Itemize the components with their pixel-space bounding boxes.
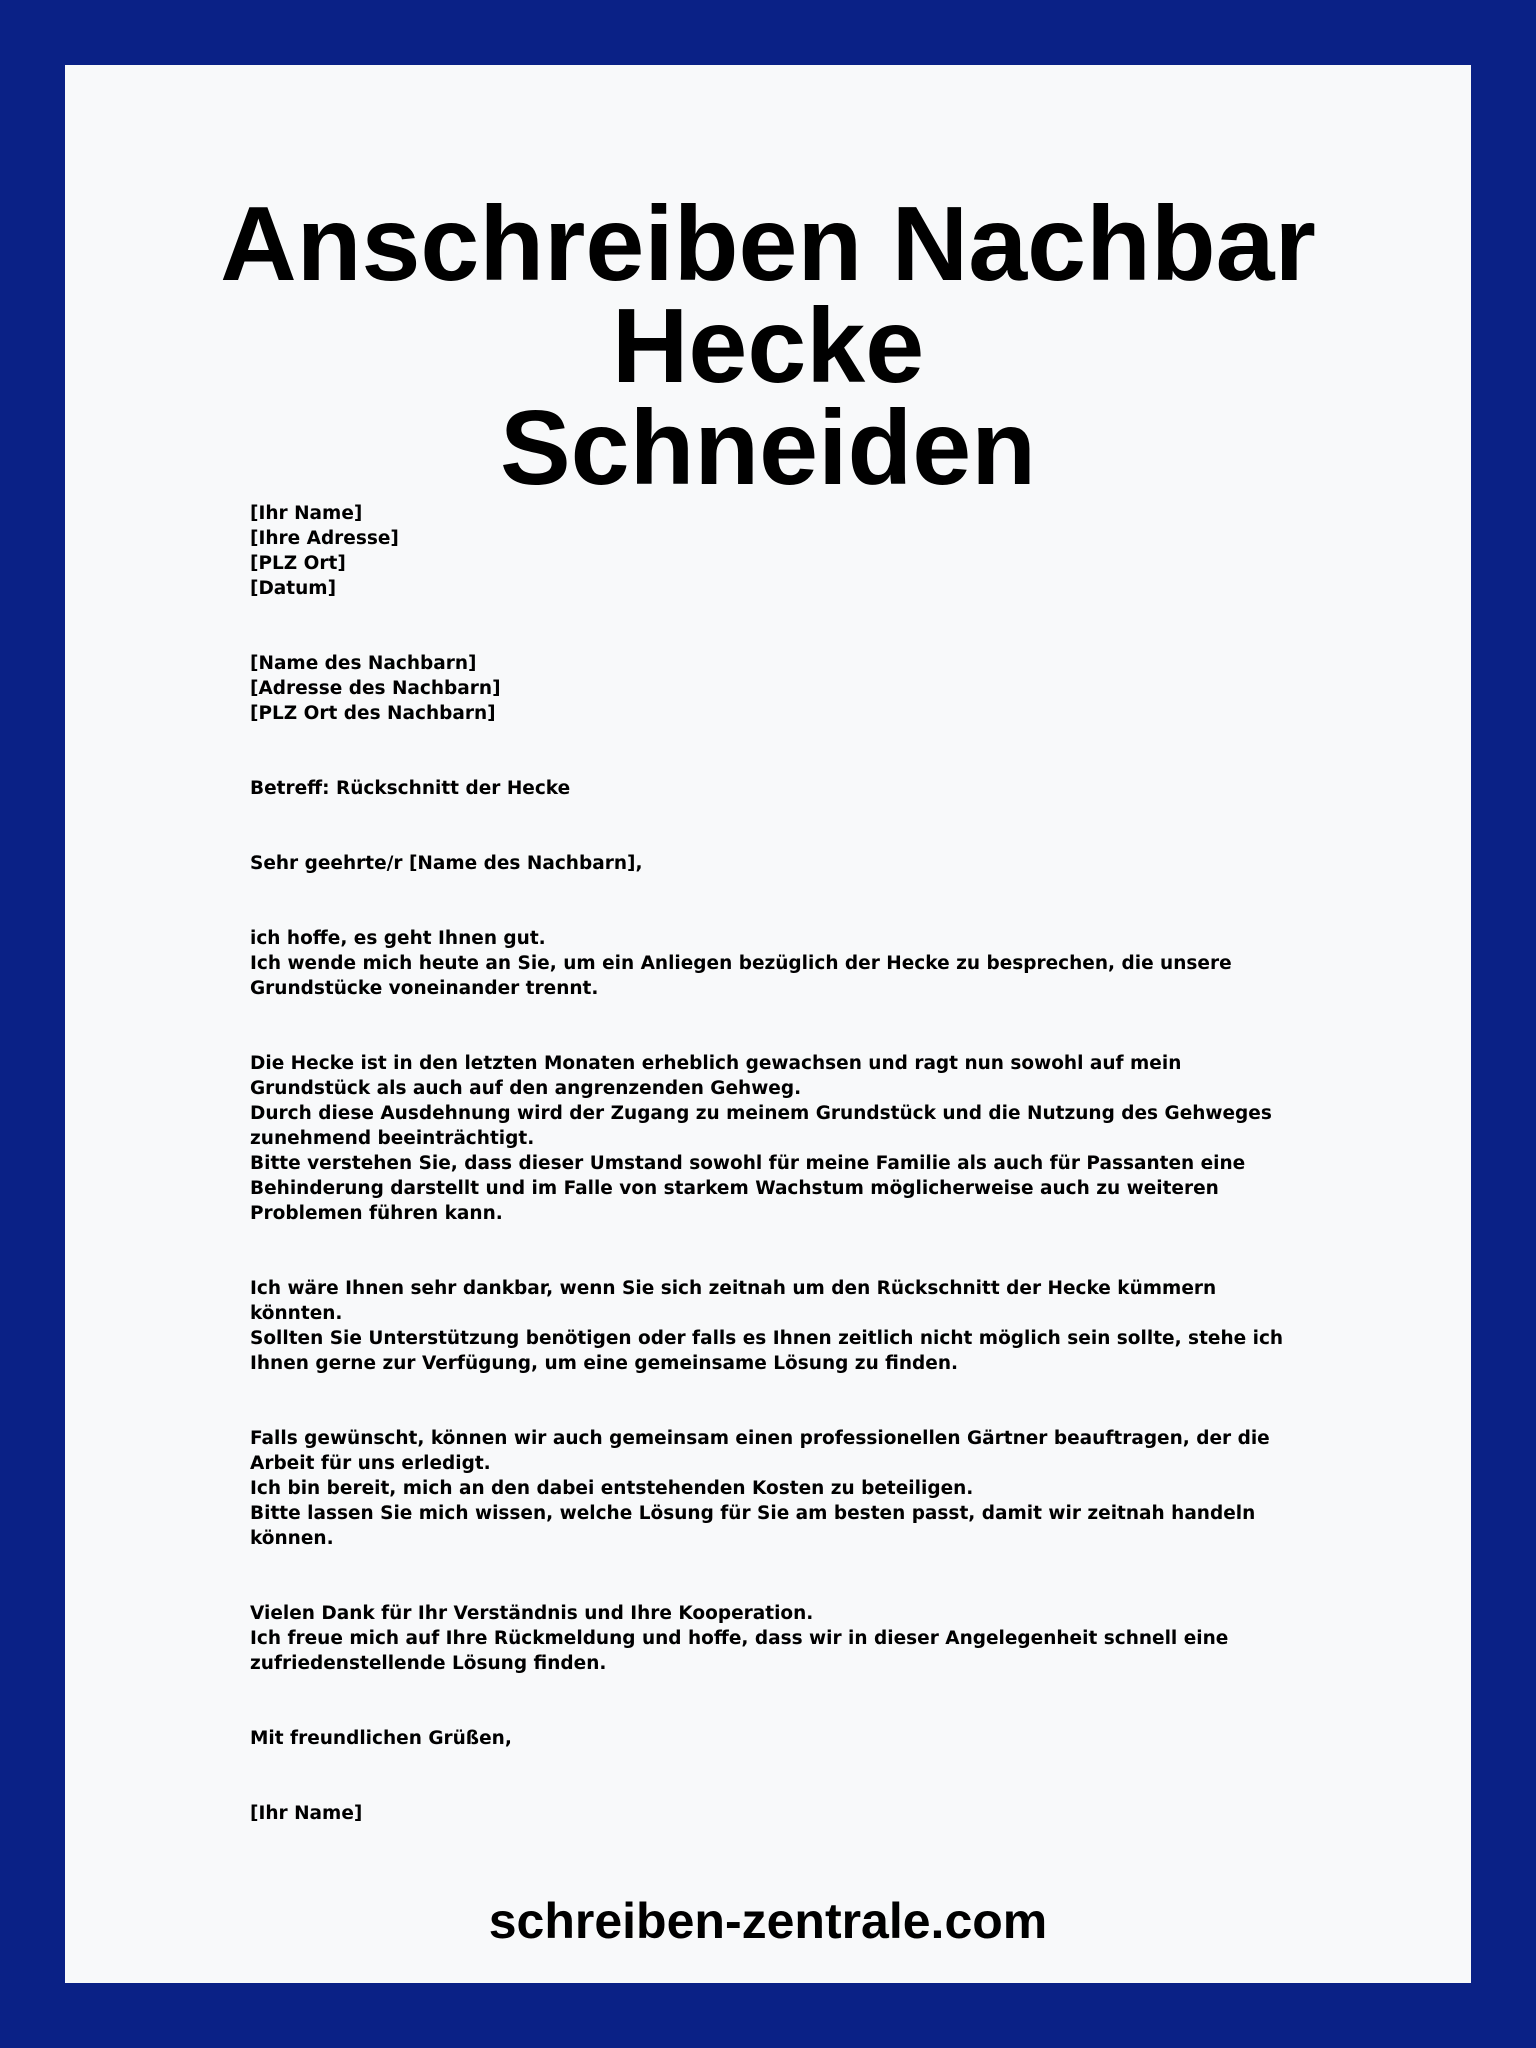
paragraph-3 — [250, 1276, 1300, 1376]
page-title — [65, 185, 1471, 507]
sender-name: [Ihr Name] — [250, 503, 363, 524]
paragraph-line: Bitte verstehen Sie, dass dieser Umstand sowohl für meine Familie als auch für Passanten eine Behinderung darstellt und im Falle von starkem Wachstum möglicherweise auch zu weiteren Problemen führen kann. — [250, 1153, 1246, 1224]
recipient-address — [250, 651, 1300, 726]
paragraph-line: ich hoffe, es geht Ihnen gut. — [250, 928, 546, 949]
sender-date: [Datum] — [250, 578, 337, 599]
paragraph-line: Ich wende mich heute an Sie, um ein Anliegen bezüglich der Hecke zu besprechen, die unsere Grundstücke voneinander trennt. — [250, 953, 1232, 999]
recipient-street: [Adresse des Nachbarn] — [250, 678, 501, 699]
salutation — [250, 851, 1300, 876]
page-title-line-2: Schneiden — [499, 389, 1036, 507]
signature-text: [Ihr Name] — [250, 1803, 363, 1824]
page-title-line-1: Anschreiben Nachbar Hecke — [220, 185, 1316, 405]
paragraph-line: Ich freue mich auf Ihre Rückmeldung und hoffe, dass wir in dieser Angelegenheit schnell eine zufriedenstellende Lösung finden. — [250, 1628, 1229, 1674]
closing-text: Mit freundlichen Grüßen, — [250, 1728, 512, 1749]
signature — [250, 1801, 1300, 1826]
paragraph-4 — [250, 1426, 1300, 1551]
letter-body — [250, 501, 1300, 1876]
paragraph-line: Bitte lassen Sie mich wissen, welche Lösung für Sie am besten passt, damit wir zeitnah handeln können. — [250, 1503, 1256, 1549]
sender-city: [PLZ Ort] — [250, 553, 346, 574]
paragraph-line: Ich wäre Ihnen sehr dankbar, wenn Sie sich zeitnah um den Rückschnitt der Hecke kümmern könnten. — [250, 1278, 1217, 1324]
sender-street: [Ihre Adresse] — [250, 528, 399, 549]
site-footer: schreiben-zentrale.com — [488, 1893, 1048, 1949]
paragraph-5 — [250, 1601, 1300, 1676]
paragraph-1 — [250, 926, 1300, 1001]
recipient-city: [PLZ Ort des Nachbarn] — [250, 703, 496, 724]
paragraph-2 — [250, 1051, 1300, 1226]
paragraph-line: Falls gewünscht, können wir auch gemeinsam einen professionellen Gärtner beauftragen, der die Arbeit für uns erledigt. — [250, 1428, 1270, 1474]
letter-page — [65, 65, 1471, 1983]
paragraph-line: Durch diese Ausdehnung wird der Zugang zu meinem Grundstück und die Nutzung des Gehweges zunehmend beeinträchtigt. — [250, 1103, 1272, 1149]
paragraph-line: Vielen Dank für Ihr Verständnis und Ihre Kooperation. — [250, 1603, 814, 1624]
sender-address — [250, 501, 1300, 601]
subject-text: Betreff: Rückschnitt der Hecke — [250, 778, 571, 799]
subject-line — [250, 776, 1300, 801]
paragraph-line: Sollten Sie Unterstützung benötigen oder falls es Ihnen zeitlich nicht möglich sein sollte, stehe ich Ihnen gerne zur Verfügung, um eine gemeinsame Lösung zu finden. — [250, 1328, 1284, 1374]
closing — [250, 1726, 1300, 1751]
paragraph-line: Ich bin bereit, mich an den dabei entstehenden Kosten zu beteiligen. — [250, 1478, 974, 1499]
recipient-name: [Name des Nachbarn] — [250, 653, 477, 674]
paragraph-line: Die Hecke ist in den letzten Monaten erheblich gewachsen und ragt nun sowohl auf mein Grundstück als auch auf den angrenzenden Gehweg. — [250, 1053, 1182, 1099]
salutation-text: Sehr geehrte/r [Name des Nachbarn], — [250, 853, 643, 874]
